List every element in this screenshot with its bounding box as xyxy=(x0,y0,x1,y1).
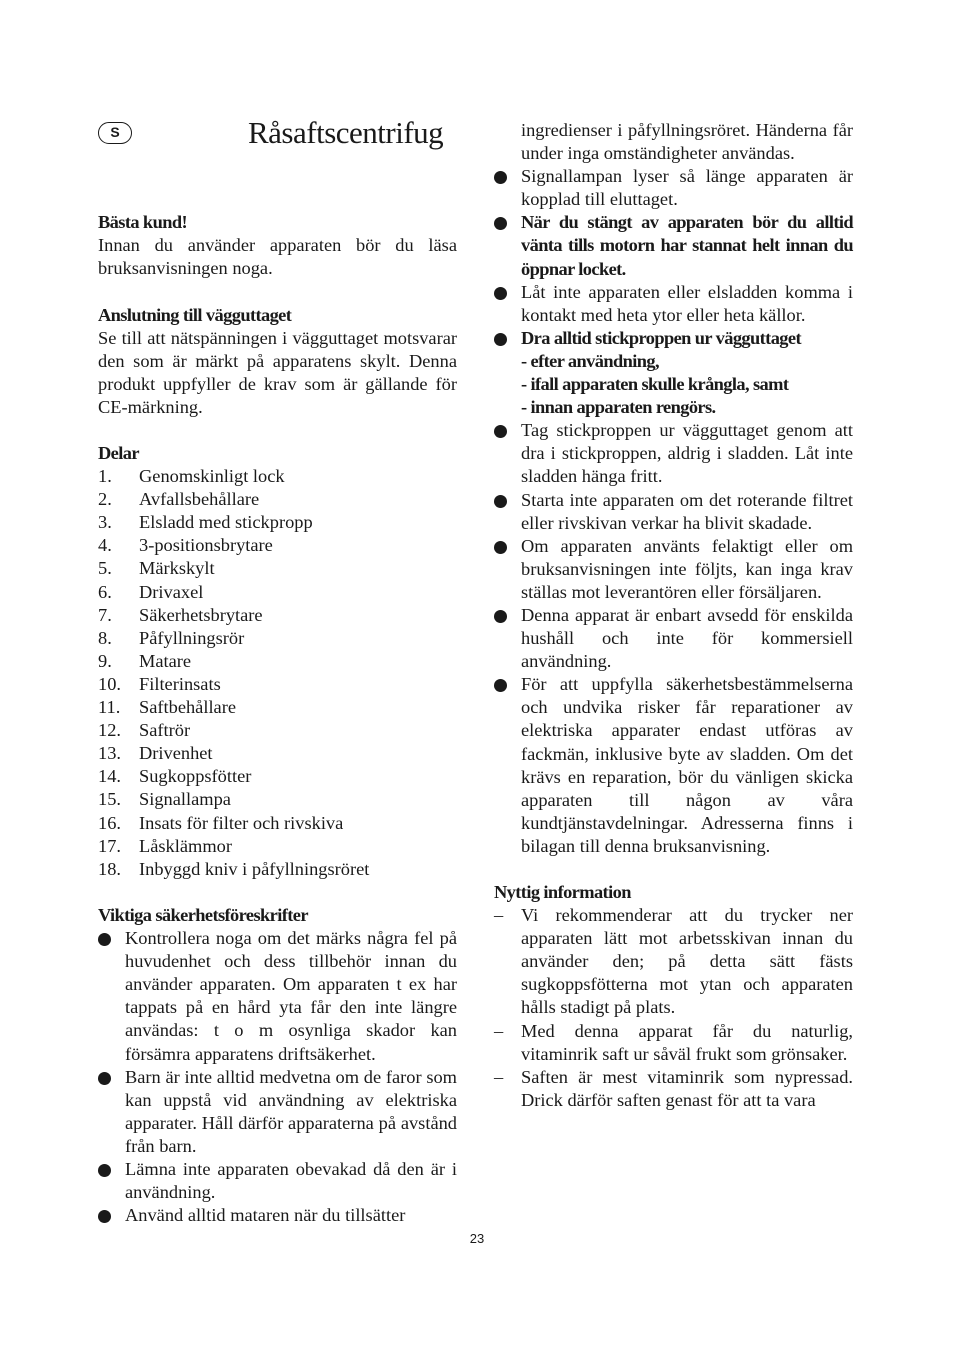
parts-list-item xyxy=(98,534,457,557)
part-number: 1. xyxy=(98,466,112,487)
part-number: 16. xyxy=(98,812,121,833)
bullet-icon xyxy=(494,425,507,438)
part-label: 3-positionsbrytare xyxy=(139,535,273,556)
bullet-icon xyxy=(98,933,111,946)
parts-list-item xyxy=(98,511,457,534)
bullet-icon xyxy=(494,679,507,692)
parts-list-item xyxy=(98,696,457,719)
dash-marker: – xyxy=(494,905,504,926)
part-label: Säkerhetsbrytare xyxy=(139,604,263,625)
part-label: Elsladd med stickpropp xyxy=(139,512,313,533)
safety-item: Kontrollera noga om det märks några fel på huvudenhet och dess tillbehör innan du använder apparaten. Om apparaten t ex har tappats på en hård yta får den inte längre användas: t o m osynliga skador kan försämra apparatens driftsäkerhet. xyxy=(98,927,457,1066)
bullet-icon xyxy=(494,217,507,230)
intro-text: Innan du använder apparaten bör du läsa bruksanvisningen noga. xyxy=(98,235,457,279)
part-label: Saftrör xyxy=(139,720,191,741)
part-number: 2. xyxy=(98,489,112,510)
bullet-icon xyxy=(494,495,507,508)
part-label: Insats för filter och rivskiva xyxy=(139,812,344,833)
parts-list-item xyxy=(98,627,457,650)
language-badge: S xyxy=(98,122,132,144)
bullet-icon xyxy=(494,333,507,346)
parts-list-item xyxy=(98,835,457,858)
parts-list-item xyxy=(98,742,457,765)
parts-list-item xyxy=(98,581,457,604)
part-label: Matare xyxy=(139,650,192,671)
parts-section xyxy=(98,442,457,881)
part-number: 6. xyxy=(98,581,112,602)
safety-item: Starta inte apparaten om det roterande filtret eller rivskivan verkar ha blivit skadade. xyxy=(494,489,853,535)
bullet-icon xyxy=(494,171,507,184)
safety-item: Låt inte apparaten eller elsladden komma i kontakt med heta ytor eller heta källor. xyxy=(494,281,853,327)
part-number: 12. xyxy=(98,720,121,741)
part-label: Filterinsats xyxy=(139,673,221,694)
part-number: 5. xyxy=(98,558,112,579)
bullet-icon xyxy=(98,1072,111,1085)
safety-list-right xyxy=(494,119,853,858)
safety-section xyxy=(98,904,457,1227)
part-label: Genomskinligt lock xyxy=(139,466,285,487)
connection-heading: Anslutning till vägguttaget xyxy=(98,305,292,325)
part-number: 14. xyxy=(98,766,121,787)
part-label: Sugkoppsfötter xyxy=(139,766,252,787)
part-number: 7. xyxy=(98,604,112,625)
parts-list-item xyxy=(98,812,457,835)
parts-list-item xyxy=(98,465,457,488)
safety-item: För att uppfylla säkerhetsbestämmelserna och undvika risker får reparationer av elektriska apparater endast utföras av fackmän, inklusive byte av sladden. Om det krävs en reparation, bör du vänligen skicka apparaten till någon av våra kundtjänstavdelningar. Adresserna finns i bilagan till denna bruksanvisning. xyxy=(494,673,853,858)
safety-item: Barn är inte alltid medvetna om de faror som kan uppstå vid användning av elektriska apparater. Håll därför apparaterna på avstånd från barn. xyxy=(98,1066,457,1158)
part-label: Märkskylt xyxy=(139,558,215,579)
useful-item: – Vi rekommenderar att du trycker ner apparaten lätt mot arbetsskivan innan du använder den; på detta sätt fästs sugkoppsfötterna mot ytan och apparaten hålls stadigt på plats. xyxy=(494,905,853,1018)
part-label: Låsklämmor xyxy=(139,835,232,856)
part-number: 4. xyxy=(98,535,112,556)
part-number: 8. xyxy=(98,627,112,648)
bullet-icon xyxy=(494,287,507,300)
safety-item: Lämna inte apparaten obevakad då den är i användning. xyxy=(98,1158,457,1204)
safety-item: När du stängt av apparaten bör du alltid vänta tills motorn har stannat helt innan du öppnar locket. xyxy=(494,211,853,280)
useful-list xyxy=(494,904,853,1112)
part-number: 9. xyxy=(98,650,112,671)
parts-heading: Delar xyxy=(98,443,139,463)
part-label: Avfallsbehållare xyxy=(139,489,260,510)
part-number: 13. xyxy=(98,743,121,764)
intro-heading: Bästa kund! xyxy=(98,212,187,232)
intro-section xyxy=(98,211,457,280)
safety-item-continuation: ingredienser i påfyllningsröret. Händerna får under inga omständigheter användas. xyxy=(521,120,853,164)
part-number: 10. xyxy=(98,673,121,694)
part-label: Drivenhet xyxy=(139,743,213,764)
unplug-sub-item: - efter användning, xyxy=(521,350,659,371)
part-label: Påfyllningsrör xyxy=(139,627,245,648)
bullet-icon xyxy=(494,610,507,623)
part-number: 15. xyxy=(98,789,121,810)
parts-list-item xyxy=(98,557,457,580)
part-label: Saftbehållare xyxy=(139,697,237,718)
useful-item: – Med denna apparat får du naturlig, vitaminrik saft ur såväl frukt som grönsaker. xyxy=(494,1020,853,1064)
safety-item: Tag stickproppen ur vägguttaget genom att dra i stickproppen, aldrig i sladden. Låt inte sladden hänga fritt. xyxy=(494,419,853,488)
part-label: Drivaxel xyxy=(139,581,204,602)
unplug-sub-item: - ifall apparaten skulle krångla, samt xyxy=(521,374,789,395)
parts-list-item xyxy=(98,673,457,696)
parts-list-item xyxy=(98,858,457,881)
parts-list-item xyxy=(98,604,457,627)
safety-list-left xyxy=(98,927,457,1227)
part-number: 17. xyxy=(98,835,121,856)
part-number: 3. xyxy=(98,512,112,533)
connection-section xyxy=(98,304,457,419)
safety-item-unplug: Dra alltid stickproppen ur vägguttaget xyxy=(494,327,853,350)
bullet-icon xyxy=(98,1164,111,1177)
useful-item: – Saften är mest vitaminrik som nypressad. Drick därför saften genast för att ta vara xyxy=(494,1066,853,1110)
bullet-icon xyxy=(494,541,507,554)
unplug-sub-list xyxy=(494,350,853,419)
connection-text: Se till att nätspänningen i vägguttaget motsvarar den som är märkt på apparatens skylt. Denna produkt uppfyller de krav som är gällande för CE-märkning. xyxy=(98,328,457,418)
safety-item: Denna apparat är enbart avsedd för enskilda hushåll och inte för kommersiell användning. xyxy=(494,604,853,673)
useful-heading: Nyttig information xyxy=(494,882,631,902)
dash-marker: – xyxy=(494,1020,504,1041)
unplug-sub-item: - innan apparaten rengörs. xyxy=(521,397,716,418)
parts-list-item xyxy=(98,788,457,811)
part-label: Signallampa xyxy=(139,789,231,810)
right-column xyxy=(494,119,853,1112)
dash-marker: – xyxy=(494,1066,504,1087)
page-title: Råsaftscentrifug xyxy=(248,115,444,150)
part-number: 18. xyxy=(98,858,121,879)
safety-item: Om apparaten använts felaktigt eller om bruksanvisningen inte följts, kan inga krav ställas mot leverantören eller försäljaren. xyxy=(494,535,853,604)
parts-list xyxy=(98,465,457,881)
page-number: 23 xyxy=(469,1231,485,1246)
parts-list-item xyxy=(98,650,457,673)
part-label: Inbyggd kniv i påfyllningsröret xyxy=(139,858,370,879)
part-number: 11. xyxy=(98,697,121,718)
safety-item: Använd alltid mataren när du tillsätter xyxy=(98,1204,457,1227)
parts-list-item xyxy=(98,488,457,511)
safety-heading: Viktiga säkerhetsföreskrifter xyxy=(98,905,308,925)
bullet-icon xyxy=(98,1210,111,1223)
parts-list-item xyxy=(98,719,457,742)
safety-item: Signallampan lyser så länge apparaten är kopplad till eluttaget. xyxy=(494,165,853,211)
parts-list-item xyxy=(98,765,457,788)
useful-section xyxy=(494,881,853,1112)
